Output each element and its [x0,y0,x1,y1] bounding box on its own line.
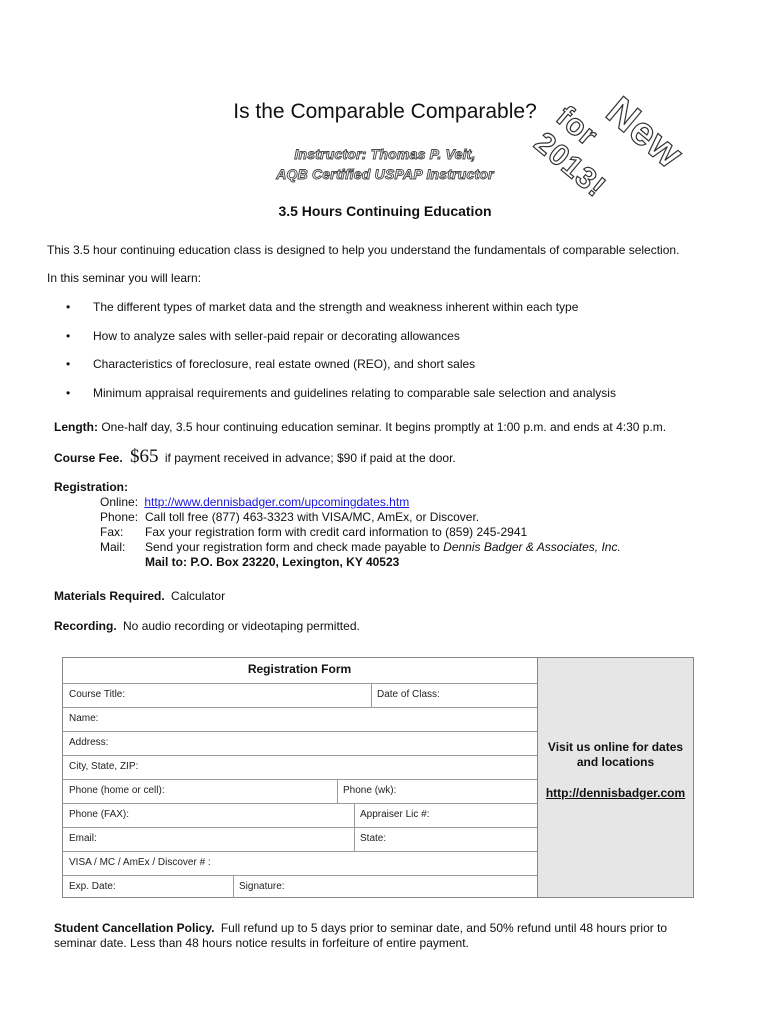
form-divider [62,803,537,804]
appraiser-lic-field[interactable]: Appraiser Lic #: [360,809,430,820]
mail-label: Mail: [100,540,126,554]
form-divider [62,755,537,756]
form-divider [62,683,537,684]
list-item: Minimum appraisal requirements and guidelines relating to comparable sale selection and analysis [93,386,616,400]
form-divider [62,851,537,852]
fee-amount: $65 [130,446,159,467]
bullet-marker: • [66,329,71,343]
bullet-marker: • [66,386,71,400]
email-field[interactable]: Email: [69,833,97,844]
website-link[interactable]: http://dennisbadger.com [545,786,686,800]
date-of-class-field[interactable]: Date of Class: [377,689,440,700]
course-description: This 3.5 hour continuing education class is designed to help you understand the fundamentals of comparable selection. [47,243,680,257]
fee-label: Course Fee. [54,451,123,465]
online-line [100,495,409,510]
phone-fax-field[interactable]: Phone (FAX): [69,809,130,820]
length-text: One-half day, 3.5 hour continuing education seminar. It begins promptly at 1:00 p.m. and ends at 4:30 p.m. [101,420,667,434]
phone-label: Phone: [100,510,139,524]
form-column-divider [354,803,355,851]
list-item: The different types of market data and the strength and weakness inherent within each type [93,300,579,314]
registration-link[interactable]: http://www.dennisbadger.com/upcomingdates.htm [144,495,410,509]
list-item: Characteristics of foreclosure, real estate owned (REO), and short sales [93,357,476,371]
mail-text: Send your registration form and check made payable to [145,540,444,554]
mail-address: Mail to: P.O. Box 23220, Lexington, KY 40523 [145,555,400,569]
visit-line-2: and locations [576,755,655,769]
fee-text: if payment received in advance; $90 if paid at the door. [164,451,456,465]
cancellation-label: Student Cancellation Policy. [54,921,215,935]
phone-home-field[interactable]: Phone (home or cell): [69,785,165,796]
list-item: How to analyze sales with seller-paid repair or decorating allowances [93,329,460,343]
page-title: Is the Comparable Comparable? [233,100,537,123]
course-title-field[interactable]: Course Title: [69,689,126,700]
state-field[interactable]: State: [360,833,387,844]
learn-lead: In this seminar you will learn: [47,271,202,285]
length-label: Length: [54,420,98,434]
form-divider [62,875,537,876]
signature-field[interactable]: Signature: [239,881,285,892]
fax-text: Fax your registration form with credit card information to (859) 245-2941 [145,525,528,539]
visit-line-1: Visit us online for dates [547,740,684,754]
address-field[interactable]: Address: [69,737,109,748]
fax-label: Fax: [100,525,124,539]
form-title: Registration Form [247,662,352,676]
city-state-zip-field[interactable]: City, State, ZIP: [69,761,139,772]
form-column-divider [233,875,234,898]
recording-section [54,619,360,634]
recording-text: No audio recording or videotaping permitted. [123,619,360,633]
card-number-field[interactable]: VISA / MC / AmEx / Discover # : [69,857,211,868]
form-column-divider [371,683,372,707]
name-field[interactable]: Name: [69,713,99,724]
fee-section [54,446,456,467]
materials-text: Calculator [171,589,226,603]
form-divider [62,827,537,828]
form-divider [62,707,537,708]
phone-work-field[interactable]: Phone (wk): [343,785,397,796]
cancellation-line-1 [54,921,667,936]
badge-year: for 2013! [528,100,612,204]
badge-new: New [597,88,692,178]
length-section [54,420,666,435]
materials-label: Materials Required. [54,589,165,603]
cancellation-line-2: seminar date. Less than 48 hours notice results in forfeiture of entire payment. [54,936,469,950]
form-divider [62,731,537,732]
instructor-credential: AQB Certified USPAP Instructor [276,166,494,182]
online-label: Online: [100,495,139,509]
recording-label: Recording. [54,619,117,633]
form-divider [62,779,537,780]
visit-online-text [537,740,694,770]
visit-online-panel [537,657,694,898]
phone-text: Call toll free (877) 463-3323 with VISA/MC, AmEx, or Discover. [145,510,480,524]
instructor-name: Instructor: Thomas P. Veit, [294,146,476,162]
bullet-marker: • [66,300,71,314]
form-column-divider [337,779,338,803]
exp-date-field[interactable]: Exp. Date: [69,881,116,892]
course-hours-heading: 3.5 Hours Continuing Education [278,203,492,219]
mail-line [145,540,621,555]
mail-payee: Dennis Badger & Associates, Inc. [443,540,621,554]
bullet-marker: • [66,357,71,371]
registration-label: Registration: [54,480,129,494]
materials-section [54,589,225,604]
cancellation-text: Full refund up to 5 days prior to seminar date, and 50% refund until 48 hours prior to [220,921,668,935]
